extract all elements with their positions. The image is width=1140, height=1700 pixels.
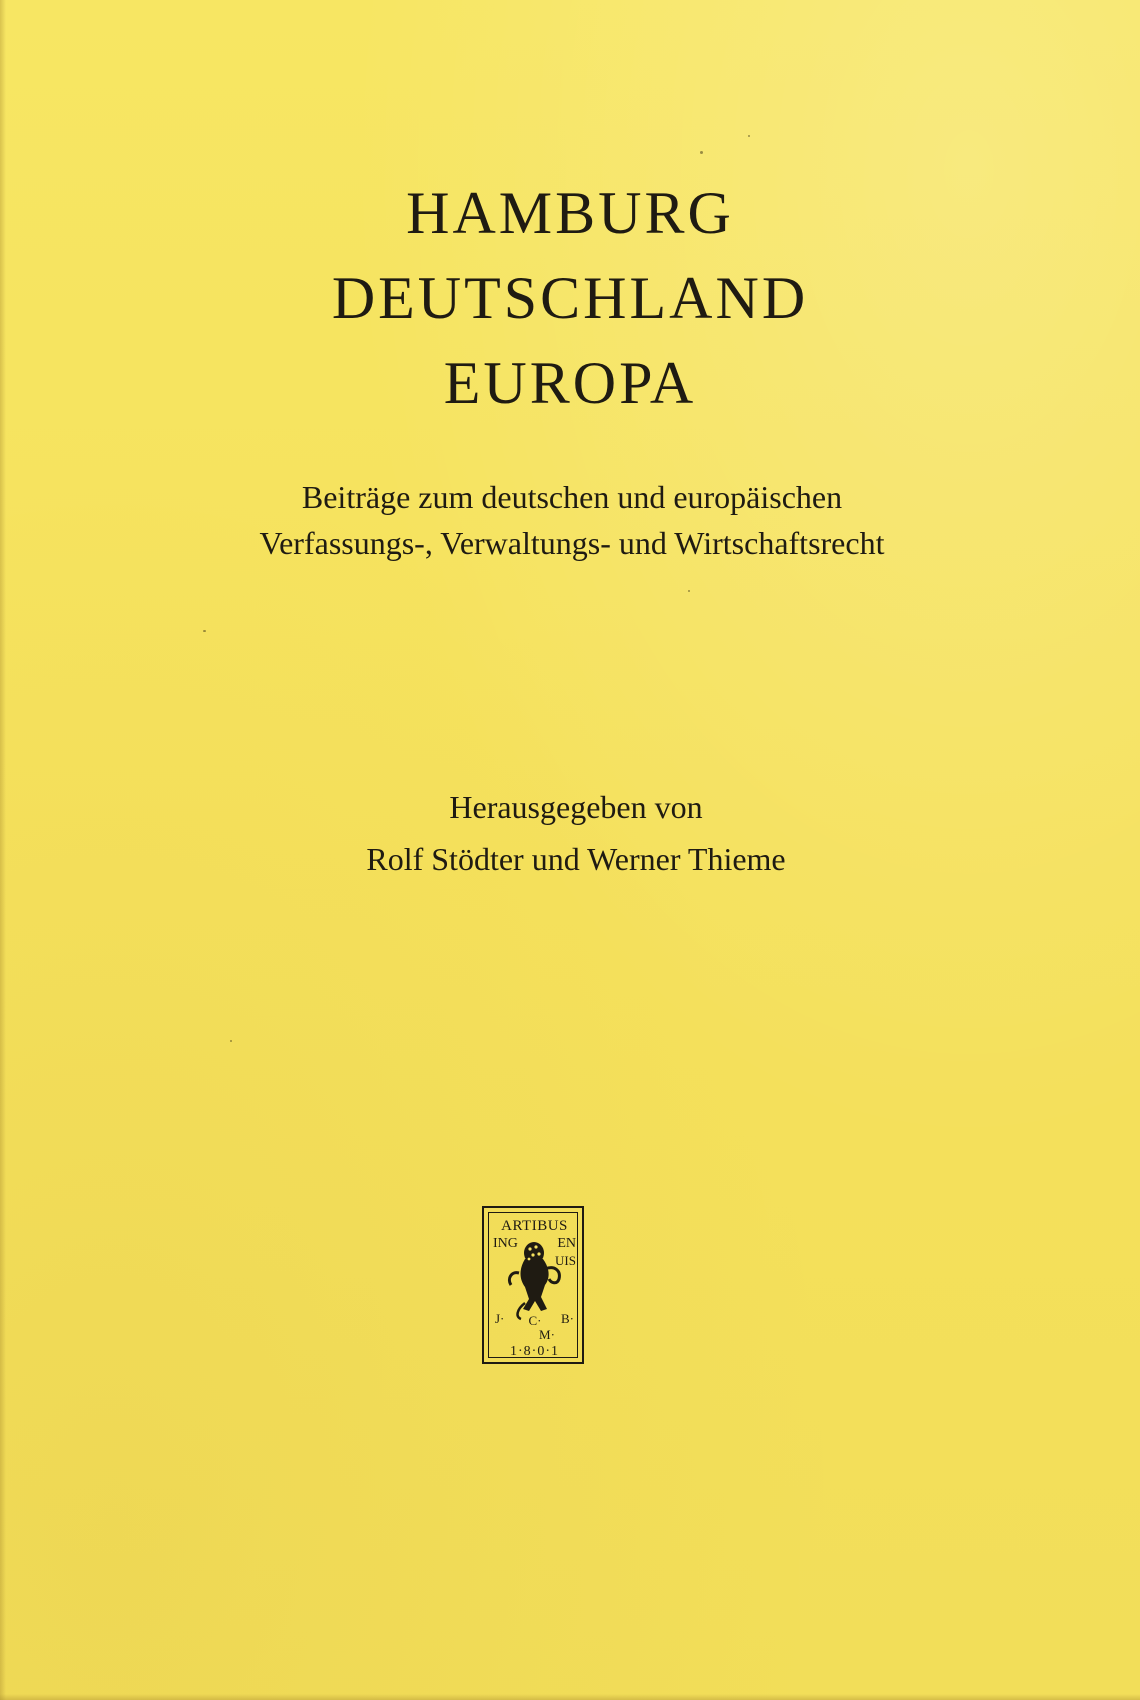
- editor-names: Rolf Stödter und Werner Thieme: [366, 841, 786, 877]
- lion-rampant-publisher-mark-icon: [489, 1213, 580, 1360]
- paper-speck: [203, 630, 206, 632]
- paper-speck: [230, 1040, 232, 1042]
- title-line-europa: EUROPA: [443, 350, 697, 416]
- subtitle-line-1: Beiträge zum deutschen und europäischen: [301, 479, 843, 515]
- cover-bottom-edge: [0, 1694, 1140, 1700]
- title-line-hamburg: HAMBURG: [406, 180, 734, 246]
- svg-text:1·8·0·1: 1·8·0·1: [510, 1344, 559, 1359]
- paper-speck: [688, 590, 690, 592]
- svg-text:J·: J·: [495, 1311, 505, 1326]
- publisher-emblem: [482, 1206, 584, 1364]
- svg-text:UIS: UIS: [555, 1253, 576, 1268]
- svg-text:ARTIBUS: ARTIBUS: [501, 1218, 568, 1234]
- paper-speck: [700, 151, 703, 154]
- title-line-deutschland: DEUTSCHLAND: [331, 265, 809, 331]
- publisher-emblem-frame: [488, 1212, 578, 1358]
- svg-text:ING: ING: [493, 1236, 518, 1251]
- svg-text:B·: B·: [561, 1311, 574, 1326]
- paper-speck: [748, 135, 750, 137]
- svg-text:M·: M·: [539, 1327, 555, 1342]
- editor-label: Herausgegeben von: [449, 789, 703, 825]
- svg-text:EN: EN: [557, 1236, 576, 1251]
- subtitle-line-2: Verfassungs-, Verwaltungs- und Wirtschaftsrecht: [259, 525, 885, 561]
- svg-text:C·: C·: [528, 1313, 542, 1328]
